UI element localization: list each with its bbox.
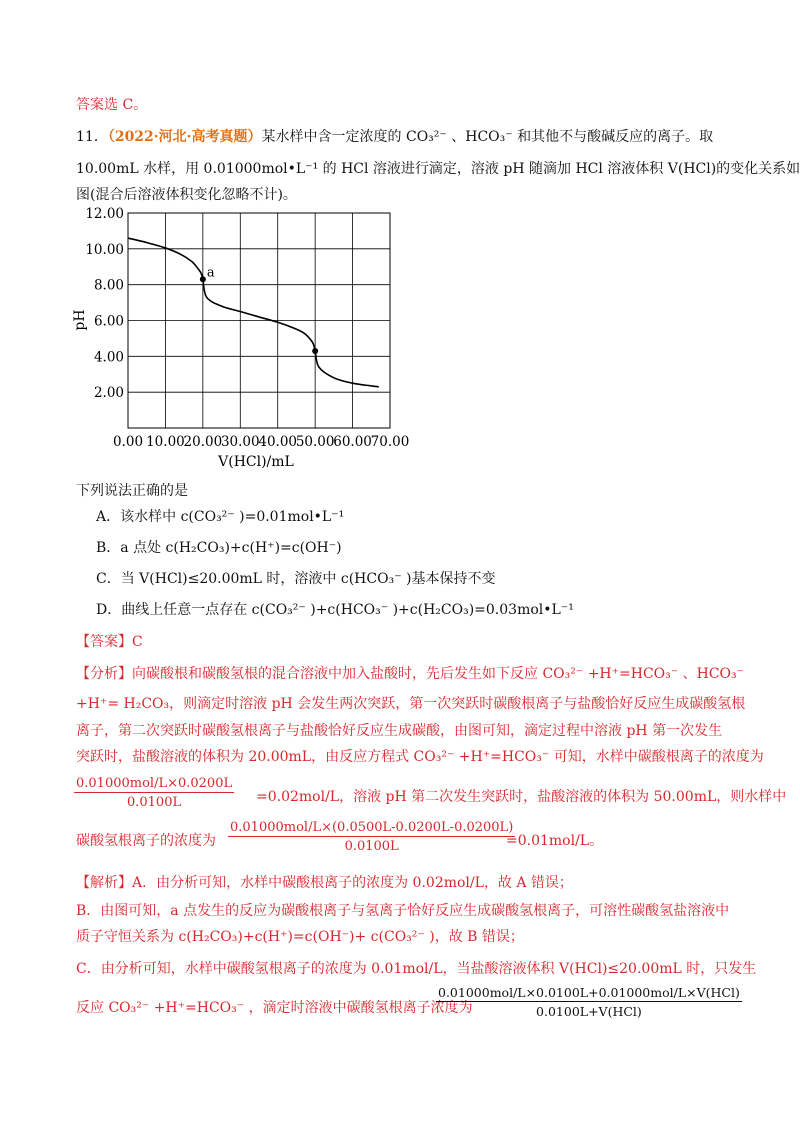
- question-source: （2022·河北·高考真题）: [107, 129, 262, 145]
- fraction-3: [436, 985, 742, 1019]
- y-tick-labels: [85, 206, 124, 401]
- curve-point: [200, 276, 206, 282]
- curve-point: [312, 348, 318, 354]
- explanation-line-1: [76, 873, 573, 893]
- option-a[interactable]: [96, 507, 344, 527]
- x-tick-label: 60.00: [333, 434, 372, 450]
- y-tick-label: 4.00: [93, 349, 124, 366]
- chart-grid: [128, 213, 390, 428]
- curve-points: [200, 265, 318, 354]
- y-tick-label: 12.00: [85, 206, 124, 222]
- x-tick-label: 30.00: [220, 434, 260, 450]
- option-b-text: a 点处 c(H₂CO₃)+c(H⁺)=c(OH⁻): [120, 540, 342, 556]
- question-line-3: 图(混合后溶液体积变化忽略不计)。: [76, 187, 297, 203]
- option-b[interactable]: [96, 538, 342, 558]
- analysis-line-2: +H⁺= H₂CO₃，则滴定时溶液 pH 会发生两次突跃，第一次突跃时碳酸根离子与盐酸恰好反应生成碳酸氢根: [76, 696, 746, 712]
- explanation-line-2: B．由图可知，a 点发生的反应为碳酸根离子与氢离子恰好反应生成碳酸氢根离子，可溶性碳酸氢盐溶液中: [76, 903, 730, 919]
- option-b-label: B．: [96, 540, 121, 556]
- option-d-text: 曲线上任意一点存在 c(CO₃²⁻ )+c(HCO₃⁻ )+c(H₂CO₃)=0.03mol•L⁻¹: [121, 602, 574, 618]
- question-prompt: 下列说法正确的是: [76, 483, 188, 499]
- analysis-line-4: 突跃时，盐酸溶液的体积为 20.00mL，由反应方程式 CO₃²⁻ +H⁺=HCO₃⁻ 可知，水样中碳酸根离子的浓度为: [76, 749, 764, 765]
- answer-value: C: [132, 634, 143, 650]
- fraction-2-numerator: 0.01000mol/L×(0.0500L-0.0200L-0.0200L): [230, 820, 514, 835]
- x-tick-label: 10.00: [146, 434, 185, 450]
- fraction-1-numerator: 0.01000mol/L×0.0200L: [76, 776, 233, 791]
- x-tick-label: 40.00: [258, 434, 298, 450]
- answer-line: [76, 632, 143, 652]
- analysis-line-6-after: =0.01mol/L。: [506, 833, 604, 849]
- fraction-2: [228, 820, 515, 854]
- option-d[interactable]: [96, 600, 574, 620]
- x-tick-label: 20.00: [183, 434, 223, 450]
- y-tick-label: 8.00: [93, 277, 124, 294]
- y-tick-label: 10.00: [85, 241, 124, 258]
- explanation-line-4: C．由分析可知，水样中碳酸氢根离子的浓度为 0.01mol/L，当盐酸溶液体积 V(HCl)≤20.00mL 时，只发生: [76, 961, 757, 977]
- y-tick-label: 2.00: [93, 385, 124, 402]
- question-text-1: 某水样中含一定浓度的 CO₃²⁻ 、HCO₃⁻ 和其他不与酸碱反应的离子。取: [261, 129, 714, 145]
- x-tick-labels: [113, 434, 409, 450]
- fraction-1-denominator: 0.0100L: [126, 795, 182, 810]
- analysis-text-1: 向碳酸根和碳酸氢根的混合溶液中加入盐酸时，先后发生如下反应 CO₃²⁻ +H⁺=HCO₃⁻ 、HCO₃⁻: [132, 666, 745, 682]
- x-tick-label: 70.00: [370, 434, 410, 450]
- y-tick-label: 6.00: [93, 313, 124, 330]
- option-c[interactable]: [96, 569, 496, 589]
- x-axis-label: V(HCl)/mL: [218, 454, 294, 470]
- point-label: a: [206, 265, 215, 281]
- explanation-line-5-before: 反应 CO₃²⁻ +H⁺=HCO₃⁻ ，滴定时溶液中碳酸氢根离子浓度为: [76, 1000, 473, 1016]
- fraction-3-denominator: 0.0100L+V(HCl): [536, 1004, 642, 1019]
- question-line-1: [76, 127, 713, 147]
- option-c-label: C．: [96, 571, 121, 587]
- explanation-label: 【解析】: [76, 875, 132, 891]
- option-c-text: 当 V(HCl)≤20.00mL 时，溶液中 c(HCO₃⁻ )基本保持不变: [120, 571, 496, 587]
- answer-label: 【答案】: [76, 634, 132, 650]
- analysis-line-3: 离子，第二次突跃时碳酸氢根离子与盐酸恰好反应生成碳酸，由图可知，滴定过程中溶液 pH 第一次发生: [76, 723, 723, 739]
- question-number: 11．: [76, 129, 108, 145]
- analysis-line-1: [76, 664, 744, 684]
- analysis-label: 【分析】: [76, 666, 132, 682]
- titration-chart: [70, 203, 410, 473]
- analysis-line-6-before: 碳酸氢根离子的浓度为: [76, 833, 216, 849]
- explanation-line-3: 质子守恒关系为 c(H₂CO₃)+c(H⁺)=c(OH⁻)+ c(CO₃²⁻ )，故 B 错误；: [76, 929, 524, 945]
- option-a-text: 该水样中 c(CO₃²⁻ )=0.01mol•L⁻¹: [120, 509, 345, 525]
- x-tick-label: 0.00: [112, 434, 144, 450]
- fraction-1: [74, 776, 234, 810]
- analysis-line-5: =0.02mol/L，溶液 pH 第二次发生突跃时，盐酸溶液的体积为 50.00mL，则水样中: [256, 789, 787, 805]
- x-tick-label: 50.00: [295, 434, 335, 450]
- previous-answer: 答案选 C。: [76, 97, 148, 113]
- y-axis-label: pH: [72, 309, 88, 331]
- fraction-3-numerator: 0.01000mol/L×0.0100L+0.01000mol/L×V(HCl): [438, 985, 740, 1000]
- option-d-label: D．: [96, 602, 122, 618]
- question-line-2: 10.00mL 水样，用 0.01000mol•L⁻¹ 的 HCl 溶液进行滴定，溶液 pH 随滴加 HCl 溶液体积 V(HCl)的变化关系如: [76, 161, 800, 177]
- fraction-2-denominator: 0.0100L: [344, 839, 399, 854]
- option-a-label: A．: [96, 509, 121, 525]
- explanation-text-1: A．由分析可知，水样中碳酸根离子的浓度为 0.02mol/L，故 A 错误；: [132, 875, 573, 891]
